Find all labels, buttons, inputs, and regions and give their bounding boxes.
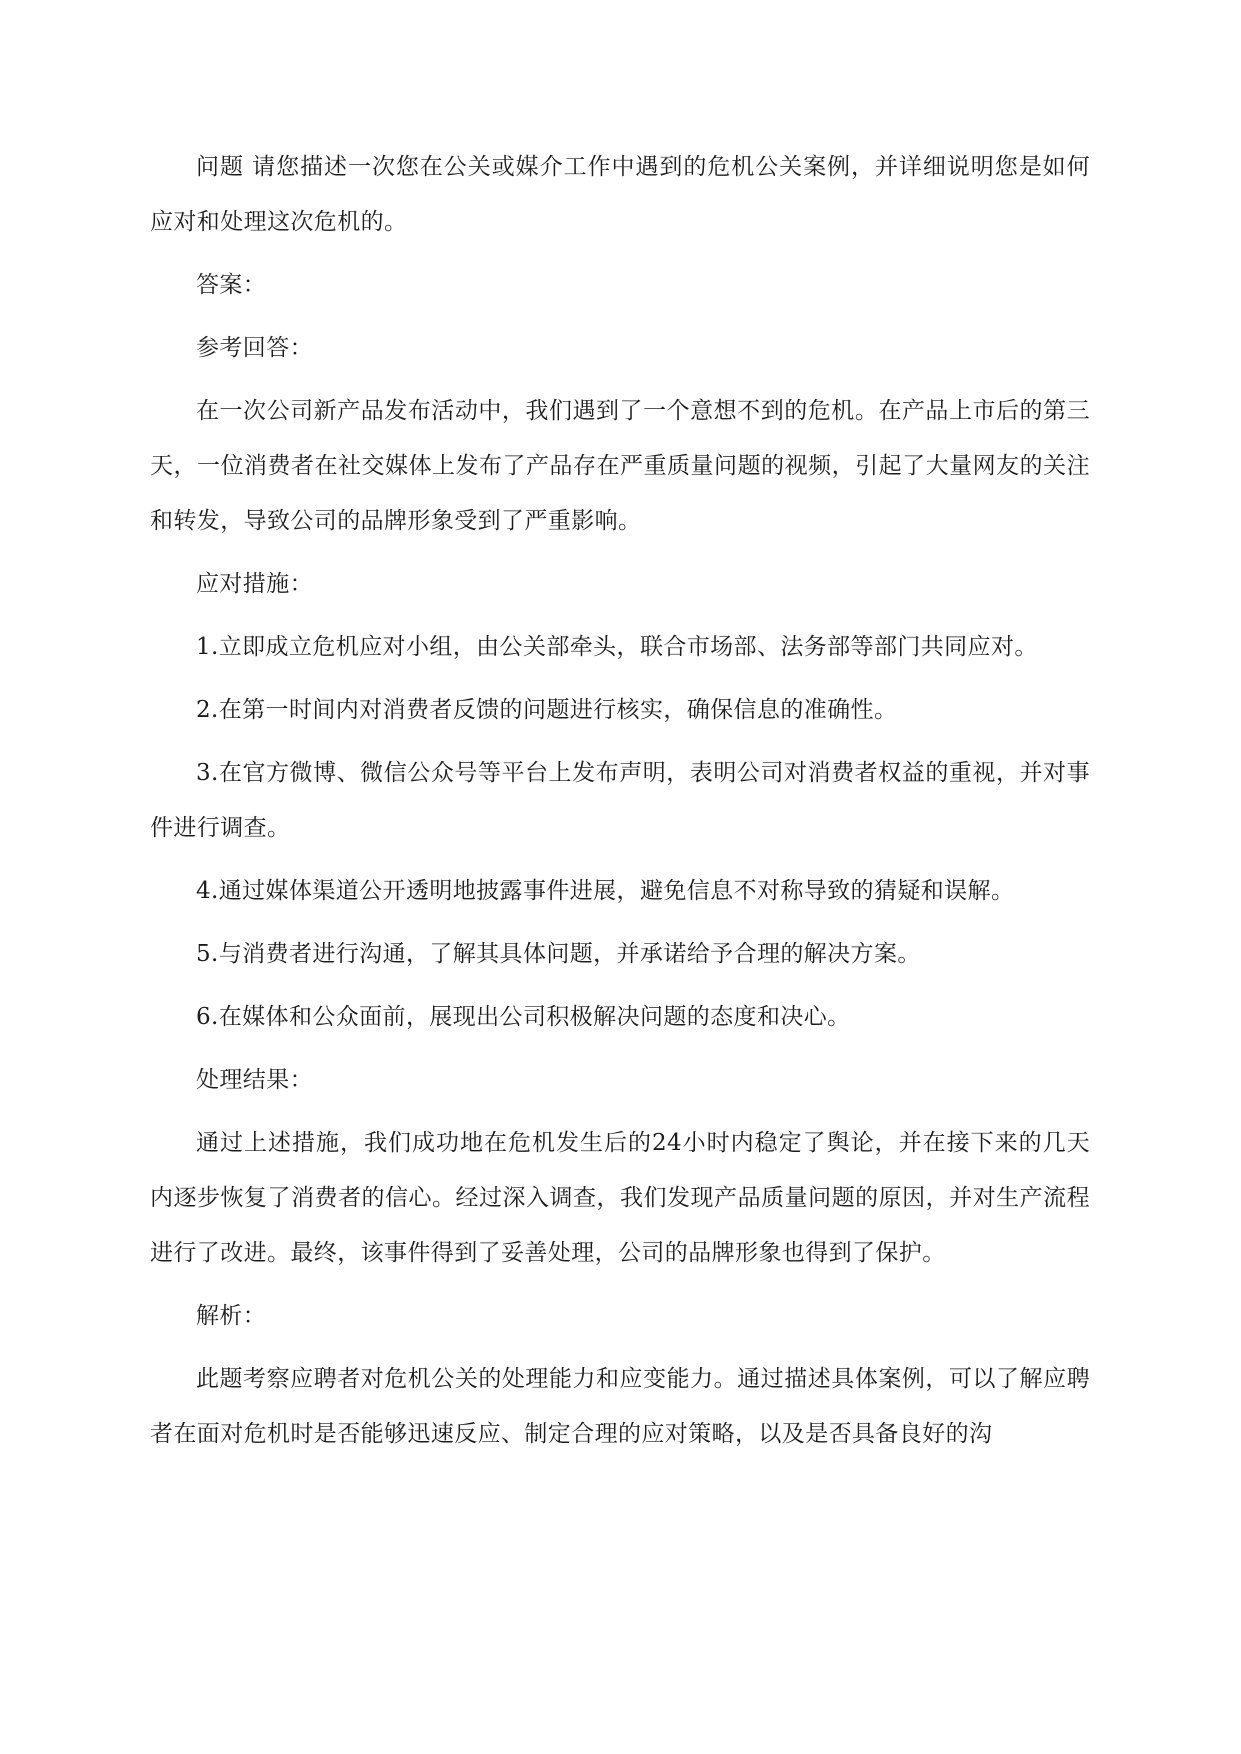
answer-label: 答案： — [196, 272, 267, 298]
measure-item-3: 3.在官方微博、微信公众号等平台上发布声明，表明公司对消费者权益的重视，并对事件进行调查。 — [150, 760, 1090, 841]
analysis-text: 此题考察应聘者对危机公关的处理能力和应变能力。通过描述具体案例，可以了解应聘者在面对危机时是否能够迅速反应、制定合理的应对策略，以及是否具备良好的沟 — [150, 1366, 1090, 1447]
measures-label: 应对措施： — [196, 571, 313, 597]
document-body — [150, 140, 1090, 1470]
question-text: 问题 请您描述一次您在公关或媒介工作中遇到的危机公关案例，并详细说明您是如何应对和处理这次危机的。 — [150, 154, 1090, 235]
measure-item-4: 4.通过媒体渠道公开透明地披露事件进展，避免信息不对称导致的猜疑和误解。 — [196, 878, 1015, 904]
measure-item-2: 2.在第一时间内对消费者反馈的问题进行核实，确保信息的准确性。 — [196, 697, 898, 723]
measure-item-1: 1.立即成立危机应对小组，由公关部牵头，联合市场部、法务部等部门共同应对。 — [196, 634, 1038, 660]
measure-item-6: 6.在媒体和公众面前，展现出公司积极解决问题的态度和决心。 — [196, 1004, 851, 1030]
result-text: 通过上述措施，我们成功地在危机发生后的24小时内稳定了舆论，并在接下来的几天内逐步恢复了消费者的信心。经过深入调查，我们发现产品质量问题的原因，并对生产流程进行了改进。最终，该事件得到了妥善处理，公司的品牌形象也得到了保护。 — [150, 1130, 1090, 1266]
case-description: 在一次公司新产品发布活动中，我们遇到了一个意想不到的危机。在产品上市后的第三天，一位消费者在社交媒体上发布了产品存在严重质量问题的视频，引起了大量网友的关注和转发，导致公司的品牌形象受到了严重影响。 — [150, 398, 1090, 534]
analysis-label: 解析： — [196, 1303, 267, 1329]
result-label: 处理结果： — [196, 1067, 313, 1093]
reference-label: 参考回答： — [196, 335, 313, 361]
measure-item-5: 5.与消费者进行沟通，了解其具体问题，并承诺给予合理的解决方案。 — [196, 941, 921, 967]
